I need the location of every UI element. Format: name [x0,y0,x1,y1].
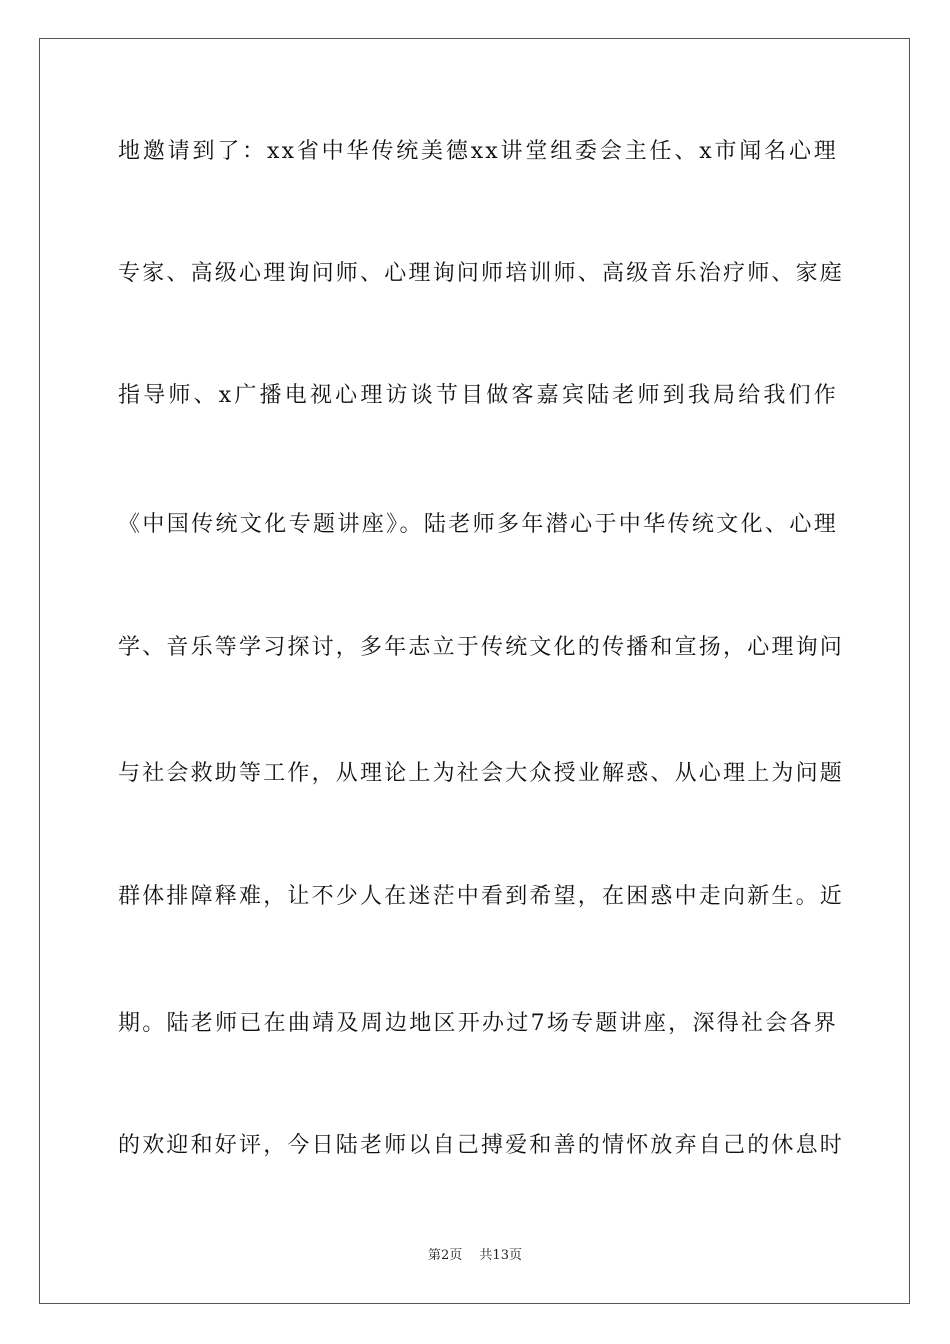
text-line: 地邀请到了：xx省中华传统美德xx讲堂组委会主任、x市闻名心理 [118,139,838,164]
page-border [39,38,910,1304]
text-line: 《中国传统文化专题讲座》。陆老师多年潜心于中华传统文化、心理 [118,512,838,537]
text-line: 学、音乐等学习探讨，多年志立于传统文化的传播和宣扬，心理询问 [118,635,845,660]
text-line: 群体排障释难，让不少人在迷茫中看到希望，在困惑中走向新生。近 [118,884,845,909]
page-number: 第2页 共13页 [428,1248,522,1263]
text-line: 专家、高级心理询问师、心理询问师培训师、高级音乐治疗师、家庭 [118,261,845,286]
text-line: 指导师、x广播电视心理访谈节目做客嘉宾陆老师到我局给我们作 [118,383,838,408]
text-line: 与社会救助等工作，从理论上为社会大众授业解惑、从心理上为问题 [118,761,845,786]
text-line: 的欢迎和好评，今日陆老师以自己搏爱和善的情怀放弃自己的休息时 [118,1133,845,1158]
text-line: 期。陆老师已在曲靖及周边地区开办过7场专题讲座，深得社会各界 [118,1011,838,1036]
